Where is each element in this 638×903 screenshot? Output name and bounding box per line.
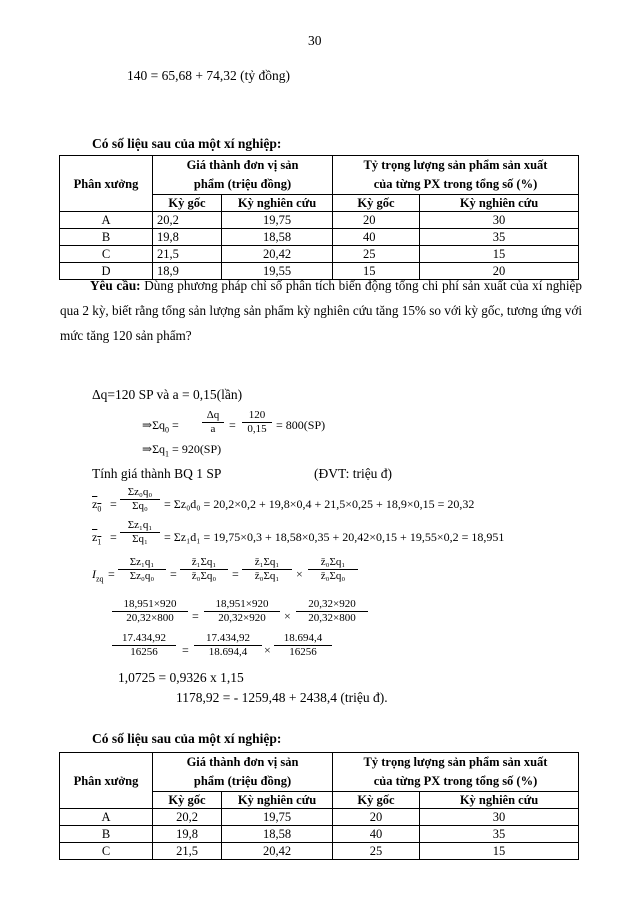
cell: A (60, 809, 153, 826)
cell: D (60, 263, 153, 280)
ty-trong-line1: Tỷ trọng lượng sản phẩm sản xuất (363, 158, 548, 172)
ty-trong-line1: Tỷ trọng lượng sản phẩm sản xuất (363, 755, 548, 769)
gia-thanh-line2: phẩm (triệu đồng) (193, 774, 292, 788)
frac-num: Σz₁q₁ (118, 556, 166, 570)
result-q0: = 800(SP) (276, 418, 326, 432)
sum-q1-line (142, 442, 221, 458)
table-header-gia-thanh (153, 753, 333, 792)
cell: 18,9 (153, 263, 222, 280)
cell: A (60, 212, 153, 229)
cell: 19,75 (222, 809, 333, 826)
table-header-gia-thanh (153, 156, 333, 195)
table-row (60, 212, 579, 229)
table-row (60, 809, 579, 826)
cell: 35 (420, 826, 579, 843)
frac-num: z̄₁Σq₁ (242, 556, 292, 570)
cell: 15 (420, 843, 579, 860)
section1-heading: Có số liệu sau của một xí nghiệp: (92, 136, 282, 151)
equals: = (110, 497, 117, 511)
equals: = (229, 418, 236, 432)
frac-den: z̄₀Σq₁ (254, 570, 280, 582)
frac-den: z̄₀Σq₀ (191, 570, 217, 582)
table-header-phan-xuong: Phân xưởng (60, 156, 153, 212)
arrow-symbol: ⇒ (142, 442, 153, 456)
cell: 25 (333, 843, 420, 860)
equals: = (172, 418, 179, 432)
cell: 18,58 (222, 229, 333, 246)
cell: 20 (333, 809, 420, 826)
gia-thanh-line2: phẩm (triệu đồng) (193, 177, 292, 191)
z0-bar-symbol: $z_0$ (92, 497, 102, 514)
cell: 19,55 (222, 263, 333, 280)
fraction-dq-a (202, 409, 224, 436)
equals: = (192, 609, 199, 623)
frac-den: Σz₀q₀ (129, 570, 155, 582)
cell: 15 (420, 246, 579, 263)
absolute-relation: 1178,92 = - 1259,48 + 2438,4 (triệu đ). (176, 690, 388, 705)
fraction-z1 (120, 519, 160, 546)
frac-den: 16256 (130, 646, 158, 658)
fraction-120-015 (242, 409, 272, 436)
cell: 20 (420, 263, 579, 280)
frac-num: Δq (202, 409, 224, 423)
z1-calculation: = Σz₁d₁ = 19,75×0,3 + 18,58×0,35 + 20,42×0,15 + 19,55×0,2 = 18,951 (164, 530, 505, 544)
frac-num: 17.434,92 (112, 632, 176, 646)
frac-den: 18.694,4 (208, 646, 248, 658)
value-fraction-3 (274, 632, 332, 659)
frac-den: Σq₀ (132, 500, 148, 512)
frac-num: Σz₀q₀ (120, 486, 160, 500)
gia-thanh-line1: Giá thành đơn vị sản (186, 158, 299, 172)
value-fraction-1 (112, 632, 176, 659)
data-table-1 (59, 155, 579, 280)
cell: 19,8 (153, 826, 222, 843)
frac-den: 16256 (289, 646, 317, 658)
cell: C (60, 246, 153, 263)
section2-heading: Có số liệu sau của một xí nghiệp: (92, 731, 282, 746)
izq-fraction-3 (242, 556, 292, 583)
arrow-symbol: ⇒ (142, 418, 153, 432)
cell: 30 (420, 212, 579, 229)
table-row (60, 826, 579, 843)
equals: = (170, 567, 177, 581)
cell: 15 (333, 263, 420, 280)
table-header-phan-xuong: Phân xưởng (60, 753, 153, 809)
frac-den: a (210, 423, 216, 435)
frac-num: 17.434,92 (194, 632, 262, 646)
z1-bar-symbol: $z_1$ (92, 530, 102, 547)
cell: 20,42 (222, 246, 333, 263)
given-line: Δq=120 SP và a = 0,15(lần) (92, 387, 243, 402)
izq-fraction-4 (308, 556, 358, 583)
sub: 0 (165, 425, 170, 435)
frac-den: z̄₀Σq₀ (320, 570, 346, 582)
frac-num: z̄₁Σq₁ (180, 556, 228, 570)
cell: 20 (333, 212, 420, 229)
frac-num: 18,951×920 (204, 598, 280, 612)
izq-symbol (92, 567, 104, 583)
cell: B (60, 826, 153, 843)
cell: 21,5 (153, 843, 222, 860)
frac-den: 20,32×800 (126, 612, 174, 624)
sub: 1 (165, 449, 170, 459)
sub-header-ky-nghien-cuu: Kỳ nghiên cứu (420, 195, 579, 212)
equals: = (182, 643, 189, 657)
tinh-gia-thanh-line: Tính giá thành BQ 1 SP (92, 466, 222, 481)
cell: 18,58 (222, 826, 333, 843)
cell: 35 (420, 229, 579, 246)
yeu-cau-text: Dùng phương pháp chỉ số phân tích biến động tổng chi phí sản xuất của xí nghiệp qua 2 kỳ, biết rằng tổng sản lượng sản phẩm kỳ nghiên cứu tăng 15% so với kỳ gốc, tương ứng với mức tăng 120 sản phẩm? (60, 278, 583, 343)
ty-trong-line2: của từng PX trong tổng số (%) (373, 774, 538, 788)
times: × (296, 567, 303, 581)
table-header-ty-trong (333, 156, 579, 195)
frac-den: Σq₁ (132, 533, 148, 545)
izq-fraction-1 (118, 556, 166, 583)
sub-header-ky-nghien-cuu: Kỳ nghiên cứu (222, 792, 333, 809)
table-row (60, 843, 579, 860)
equals: = (108, 567, 115, 581)
ratio-fraction-2 (204, 598, 280, 625)
times: × (264, 643, 271, 657)
sum-q-symbol: Σq (152, 418, 166, 432)
cell: 25 (333, 246, 420, 263)
times: × (284, 609, 291, 623)
table-header-ty-trong (333, 753, 579, 792)
cell: 21,5 (153, 246, 222, 263)
index-relation: 1,0725 = 0,9326 x 1,15 (118, 670, 244, 685)
sub-header-ky-goc: Kỳ gốc (153, 792, 222, 809)
equals: = (232, 567, 239, 581)
ty-trong-line2: của từng PX trong tổng số (%) (373, 177, 538, 191)
yeu-cau-paragraph (60, 273, 582, 348)
frac-den: 20,32×920 (218, 612, 266, 624)
cell: 19,8 (153, 229, 222, 246)
equals: = (110, 530, 117, 544)
izq-letter: I (92, 567, 96, 581)
cell: 20,2 (153, 809, 222, 826)
sub-header-ky-goc: Kỳ gốc (153, 195, 222, 212)
frac-den: 0,15 (247, 423, 267, 435)
cell: 20,42 (222, 843, 333, 860)
sub-header-ky-goc: Kỳ gốc (333, 195, 420, 212)
cell: 40 (333, 826, 420, 843)
sub-header-ky-goc: Kỳ gốc (333, 792, 420, 809)
table-row (60, 246, 579, 263)
frac-num: 18,951×920 (112, 598, 188, 612)
ratio-fraction-1 (112, 598, 188, 625)
z0-calculation: = Σz₀d₀ = 20,2×0,2 + 19,8×0,4 + 21,5×0,25 + 18,9×0,15 = 20,32 (164, 497, 475, 511)
sub-header-ky-nghien-cuu: Kỳ nghiên cứu (420, 792, 579, 809)
ratio-fraction-3 (296, 598, 368, 625)
yeu-cau-label: Yêu cầu: (90, 278, 141, 293)
frac-num: Σz₁q₁ (120, 519, 160, 533)
sum-q0-line (142, 418, 179, 434)
gia-thanh-line1: Giá thành đơn vị sản (186, 755, 299, 769)
sub-header-ky-nghien-cuu: Kỳ nghiên cứu (222, 195, 333, 212)
sum-q-symbol: Σq (152, 442, 166, 456)
frac-num: 20,32×920 (296, 598, 368, 612)
izq-sub: zq (96, 574, 104, 584)
cell: 40 (333, 229, 420, 246)
frac-den: 20,32×800 (308, 612, 356, 624)
table-row (60, 229, 579, 246)
fraction-z0 (120, 486, 160, 513)
page-number: 30 (308, 33, 322, 48)
top-equation: 140 = 65,68 + 74,32 (tỷ đồng) (127, 68, 290, 83)
frac-num: 18.694,4 (274, 632, 332, 646)
cell: 19,75 (222, 212, 333, 229)
frac-num: z̄₀Σq₁ (308, 556, 358, 570)
izq-fraction-2 (180, 556, 228, 583)
frac-num: 120 (242, 409, 272, 423)
dvt-note: (ĐVT: triệu đ) (314, 466, 393, 481)
cell: 20,2 (153, 212, 222, 229)
result-q1: = 920(SP) (172, 442, 222, 456)
data-table-2 (59, 752, 579, 860)
cell: C (60, 843, 153, 860)
cell: B (60, 229, 153, 246)
value-fraction-2 (194, 632, 262, 659)
cell: 30 (420, 809, 579, 826)
